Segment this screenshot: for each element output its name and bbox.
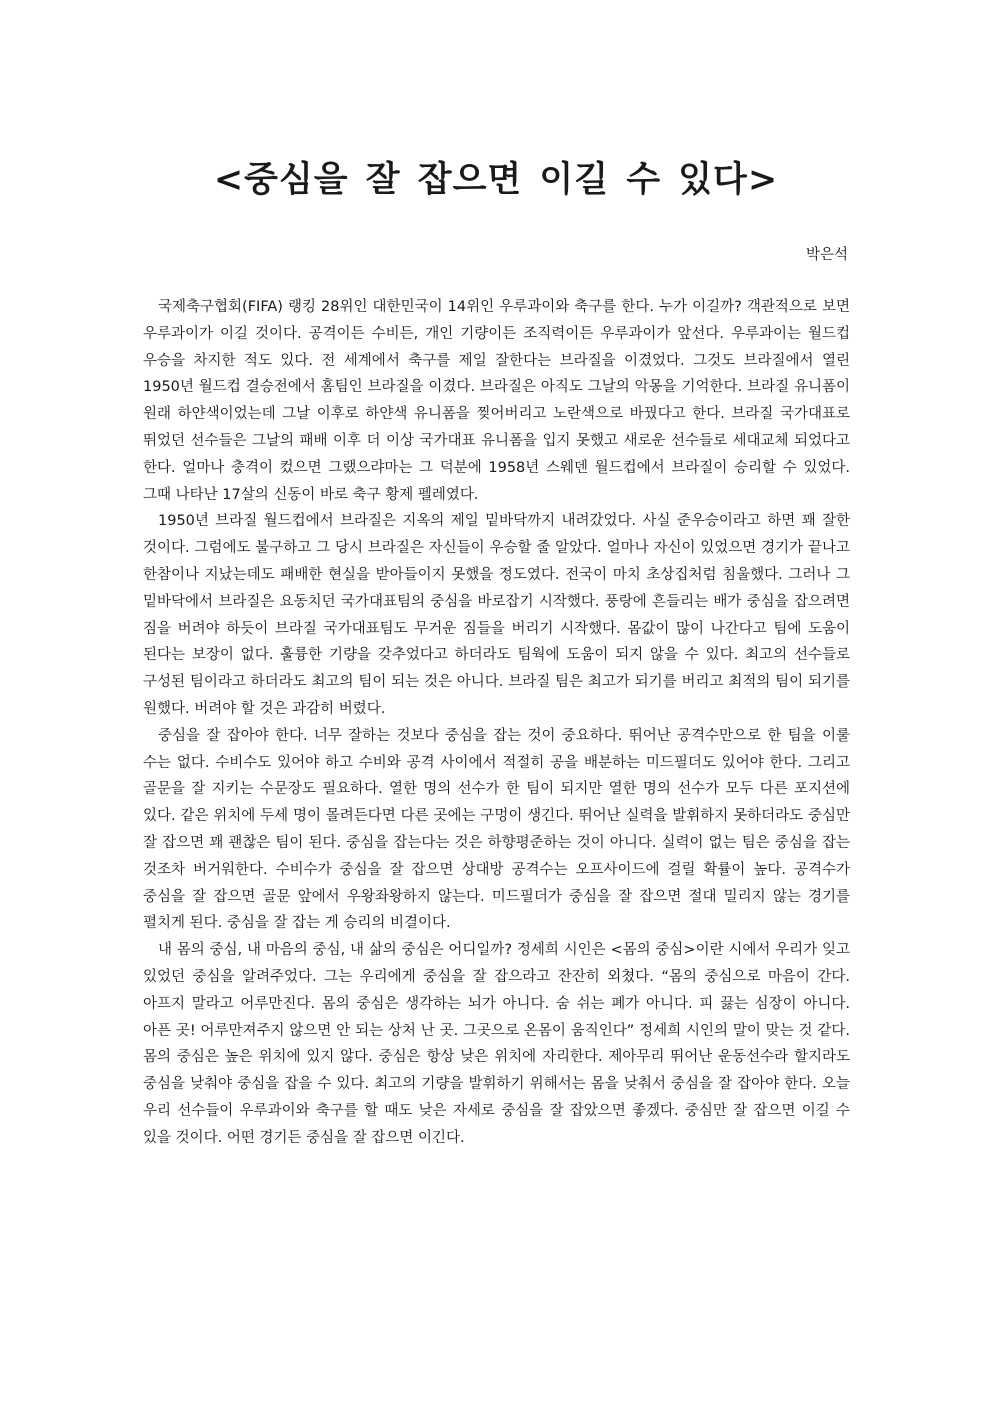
body-text: [143, 294, 850, 1152]
paragraph: 내 몸의 중심, 내 마음의 중심, 내 삶의 중심은 어디일까? 정세희 시인은 <몸의 중심>이란 시에서 우리가 잊고 있었던 중심을 알려주었다. 그는 우리에게 중심을 잘 잡으라고 잔잔히 외쳤다. “몸의 중심으로 마음이 간다. 아프지 말라고 어루만진다. 몸의 중심은 생각하는 뇌가 아니다. 숨 쉬는 폐가 아니다. 피 끓는 심장이 아니다. 아픈 곳! 어루만져주지 않으면 안 되는 상처 난 곳. 그곳으로 온몸이 움직인다” 정세희 시인의 말이 맞는 것 같다. 몸의 중심은 높은 위치에 있지 않다. 중심은 항상 낮은 위치에 자리한다. 제아무리 뛰어난 운동선수라 할지라도 중심을 낮춰야 중심을 잡을 수 있다. 최고의 기량을 발휘하기 위해서는 몸을 낮춰서 중심을 잘 잡아야 한다. 오늘 우리 선수들이 우루과이와 축구를 할 때도 낮은 자세로 중심을 잘 잡았으면 좋겠다. 중심만 잘 잡으면 이길 수 있을 것이다. 어떤 경기든 중심을 잘 잡으면 이긴다.: [143, 942, 850, 1146]
paragraph: 중심을 잘 잡아야 한다. 너무 잘하는 것보다 중심을 잡는 것이 중요하다. 뛰어난 공격수만으로 한 팀을 이룰 수는 없다. 수비수도 있어야 하고 수비와 공격 사이에서 적절히 공을 배분하는 미드필더도 있어야 한다. 그리고 골문을 잘 지키는 수문장도 필요하다. 열한 명의 선수가 한 팀이 되지만 열한 명의 선수가 모두 다른 포지션에 있다. 같은 위치에 두세 명이 몰려든다면 다른 곳에는 구멍이 생긴다. 뛰어난 실력을 발휘하지 못하더라도 중심만 잘 잡으면 꽤 괜찮은 팀이 된다. 중심을 잡는다는 것은 하향평준하는 것이 아니다. 실력이 없는 팀은 중심을 잡는 것조차 버거워한다. 수비수가 중심을 잘 잡으면 상대방 공격수는 오프사이드에 걸릴 확률이 높다. 공격수가 중심을 잘 잡으면 골문 앞에서 우왕좌왕하지 않는다. 미드필더가 중심을 잘 잡으면 절대 밀리지 않는 경기를 펼치게 된다. 중심을 잘 잡는 게 승리의 비결이다.: [143, 727, 850, 932]
document-title: <중심을 잘 잡으면 이길 수 있다>: [213, 159, 779, 200]
paragraph: 1950년 브라질 월드컵에서 브라질은 지옥의 제일 밑바닥까지 내려갔었다. 사실 준우승이라고 하면 꽤 잘한 것이다. 그럼에도 불구하고 그 당시 브라질은 자신들이 우승할 줄 알았다. 얼마나 자신이 있었으면 경기가 끝나고 한참이나 지났는데도 패배한 현실을 받아들이지 못했을 정도였다. 전국이 마치 초상집처럼 침울했다. 그러나 그 밑바닥에서 브라질은 요동치던 국가대표팀의 중심을 바로잡기 시작했다. 풍랑에 흔들리는 배가 중심을 잡으려면 짐을 버려야 하듯이 브라질 국가대표팀도 무거운 짐들을 버리기 시작했다. 몸값이 많이 나간다고 팀에 도움이 된다는 보장이 없다. 훌륭한 기량을 갖추었다고 하더라도 팀웍에 도움이 되지 않을 수 있다. 최고의 선수들로 구성된 팀이라고 하더라도 최고의 팀이 되는 것은 아니다. 브라질 팀은 최고가 되기를 버리고 최적의 팀이 되기를 원했다. 버려야 할 것은 과감히 버렸다.: [143, 513, 850, 717]
paragraph: 국제축구협회(FIFA) 랭킹 28위인 대한민국이 14위인 우루과이와 축구를 한다. 누가 이길까? 객관적으로 보면 우루과이가 이길 것이다. 공격이든 수비든, 개인 기량이든 조직력이든 우루과이가 앞선다. 우루과이는 월드컵 우승을 차지한 적도 있다. 전 세계에서 축구를 제일 잘한다는 브라질을 이겼었다. 그것도 브라질에서 열린 1950년 월드컵 결승전에서 홈팀인 브라질을 이겼다. 브라질은 아직도 그날의 악몽을 기억한다. 브라질 유니폼이 원래 하얀색이었는데 그날 이후로 하얀색 유니폼을 찢어버리고 노란색으로 바꿨다고 한다. 브라질 국가대표로 뛰었던 선수들은 그날의 패배 이후 더 이상 국가대표 유니폼을 입지 못했고 새로운 선수들로 세대교체 되었다고 한다. 얼마나 충격이 컸으면 그랬으랴마는 그 덕분에 1958년 스웨덴 월드컵에서 브라질이 승리할 수 있었다. 그때 나타난 17살의 신동이 바로 축구 황제 펠레였다.: [143, 299, 850, 503]
author-name: 박은석: [805, 247, 848, 263]
